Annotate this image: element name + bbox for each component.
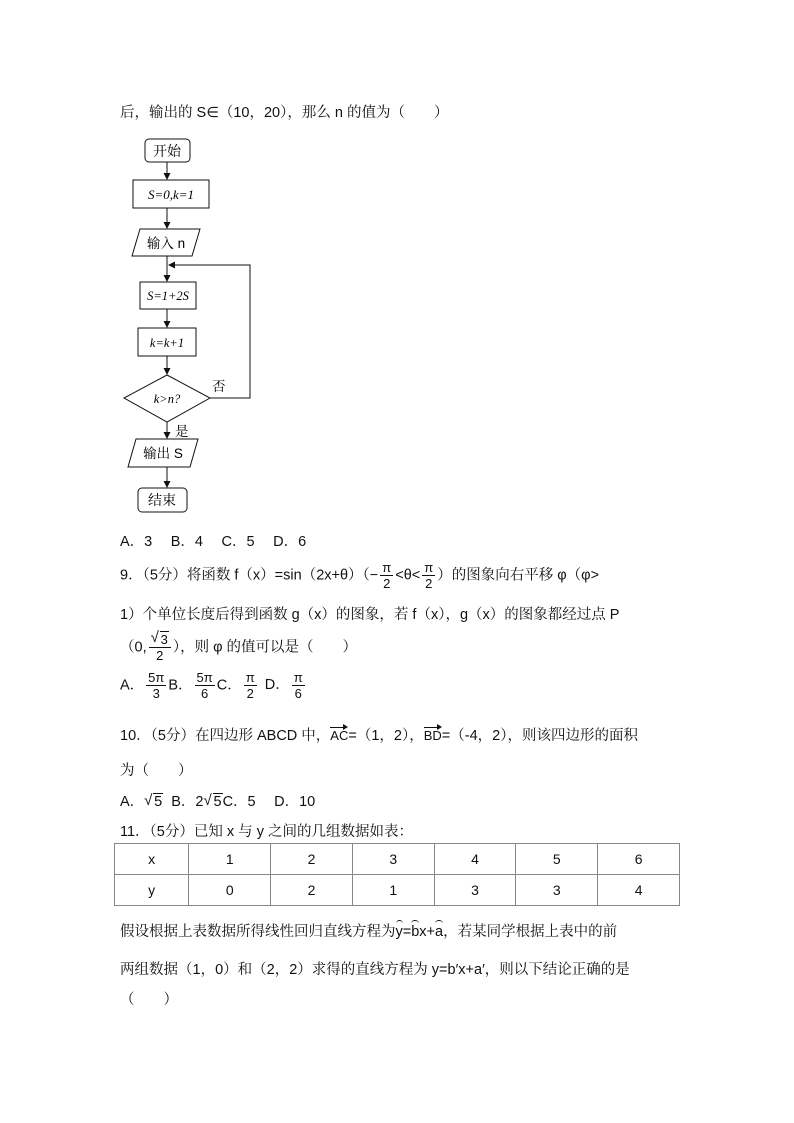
option-a-label: A． [120,794,145,810]
option-rest: C．5 D．10 [222,794,316,810]
table-cell: 3 [516,875,598,906]
flow-start-label: 开始 [153,143,181,159]
sqrt-symbol: √ 5 [203,792,222,810]
sqrt-symbol: √ 5 [144,792,163,810]
q9-line3 [120,629,358,663]
sqrt-symbol: √ 3 [150,629,168,647]
flow-step1-label: S=1+2S [147,289,189,303]
q10-mid: =（1，2）， [348,728,424,744]
flow-yes-label: 是 [175,424,189,439]
q10-line1 [120,724,638,745]
table-row [115,844,680,875]
a-hat: a [435,924,444,940]
table-cell: 0 [189,875,271,906]
vector-ac: AC [330,728,349,743]
table-cell: 1 [352,875,434,906]
option-b-label: B． [171,794,196,810]
table-cell: 4 [598,875,680,906]
q8-options: A．3 B．4 C．5 D．6 [120,534,307,550]
table-cell: 4 [434,844,516,875]
option-b-label: B． [168,677,193,694]
frac-den: 2 [425,576,433,591]
option-a-frac: $\frac{5\pi}{3}$ [148,670,165,701]
q11-line2-prefix: 假设根据上表数据所得线性回归直线方程为 [120,924,396,940]
q9-frac-pi [422,560,435,591]
q11-line1: 11．（5分）已知 x 与 y 之间的几组数据如表： [120,824,413,840]
frac-num: π [382,560,392,575]
eq-sign: = [402,924,412,940]
flowchart [118,132,268,517]
option-d-frac: $\frac{\pi}{6}$ [293,670,303,701]
flow-decision-label: k>n? [153,392,181,406]
table-cell: y [115,875,189,906]
table-row [115,875,680,906]
q11-line2-suffix: ，若某同学根据上表中的前 [443,924,618,940]
flow-no-label: 否 [212,379,226,394]
flow-step2-label: k=k+1 [149,336,185,350]
flow-input-label: 输入 n [146,236,186,251]
q11-line4: （ ） [120,992,178,1008]
option-d-label: D． [264,677,290,694]
flow-end-label: 结束 [148,492,176,508]
table-cell: 3 [434,875,516,906]
q10-line2: 为（ ） [120,763,193,779]
table-cell: 2 [271,875,353,906]
q9-lt: <θ< [395,567,421,584]
table-cell: 6 [598,844,680,875]
x-plus: x+ [419,924,436,940]
q8-tail-text: 后，输出的 S∈（10，20），那么 n 的值为（ ） [120,105,449,121]
table-cell: x [115,844,189,875]
b-hat: b [411,924,420,940]
q11-line3: 两组数据（1，0）和（2，2）求得的直线方程为 y=b′x+a′，则以下结论正确的是 [120,962,630,978]
q10-line1-suffix: =（-4，2），则该四边形的面积 [441,728,638,744]
q9-line2: 1）个单位长度后得到函数 g（x）的图象，若 f（x），g（x）的图象都经过点 P [120,607,620,623]
q9-line1-prefix: 9．（5分）将函数 f（x）=sin（2x+θ）（ [120,567,370,584]
frac-num: π [424,560,434,575]
neg-sign: − [369,567,379,584]
flow-init-label: S=0,k=1 [147,187,195,202]
vector-bd: BD [423,728,442,743]
q9-line3-prefix: （0, [120,639,147,656]
frac-den: 2 [156,648,164,663]
q9-frac-neg-pi [380,560,393,591]
frac-den: 2 [383,576,391,591]
flow-output-label: 输出 S [143,446,183,461]
q9-options [120,670,307,701]
table-cell: 2 [271,844,353,875]
table-cell: 1 [189,844,271,875]
option-b-frac: $\frac{5\pi}{6}$ [196,670,213,701]
q10-line1-prefix: 10．（5分）在四边形 ABCD 中， [120,728,331,744]
q10-options [120,790,315,811]
q9-line3-suffix: ），则 φ 的值可以是（ ） [172,639,358,656]
option-c-label: C． [216,677,242,694]
table-cell: 3 [352,844,434,875]
option-a-label: A． [120,677,145,694]
q9-line1 [120,560,599,591]
option-b-coef: 2 [195,794,204,810]
q9-line1-suffix: ）的图象向右平移 φ（φ> [437,567,600,584]
q9-point-frac [149,629,171,663]
data-table [114,843,680,906]
option-c-frac: $\frac{\pi}{2}$ [245,670,255,701]
table-cell: 5 [516,844,598,875]
q11-line2 [120,920,617,941]
y-hat: y [395,924,403,940]
frac-num [149,629,171,648]
